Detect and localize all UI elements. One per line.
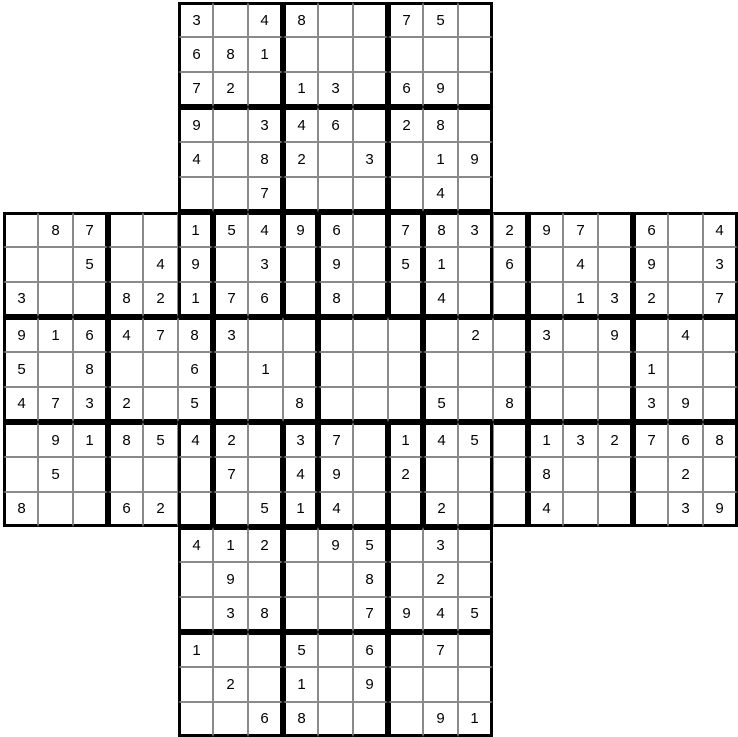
sudoku-cell[interactable]: 1 bbox=[283, 72, 318, 107]
sudoku-cell[interactable]: 4 bbox=[248, 2, 283, 37]
sudoku-cell[interactable]: 1 bbox=[563, 282, 598, 317]
sudoku-cell[interactable] bbox=[108, 352, 143, 387]
sudoku-cell[interactable]: 8 bbox=[283, 702, 318, 737]
sudoku-cell[interactable]: 9 bbox=[703, 492, 738, 527]
sudoku-cell[interactable]: 9 bbox=[388, 597, 423, 632]
sudoku-cell[interactable]: 3 bbox=[73, 387, 108, 422]
sudoku-cell[interactable] bbox=[283, 317, 318, 352]
sudoku-cell[interactable] bbox=[283, 597, 318, 632]
sudoku-cell[interactable]: 5 bbox=[423, 2, 458, 37]
sudoku-cell[interactable] bbox=[353, 282, 388, 317]
sudoku-cell[interactable] bbox=[598, 457, 633, 492]
sudoku-cell[interactable] bbox=[703, 457, 738, 492]
sudoku-cell[interactable]: 8 bbox=[248, 597, 283, 632]
sudoku-cell[interactable] bbox=[143, 352, 178, 387]
sudoku-cell[interactable]: 2 bbox=[493, 212, 528, 247]
sudoku-cell[interactable]: 2 bbox=[423, 562, 458, 597]
sudoku-cell[interactable] bbox=[353, 352, 388, 387]
sudoku-cell[interactable]: 7 bbox=[388, 2, 423, 37]
sudoku-cell[interactable]: 2 bbox=[143, 282, 178, 317]
sudoku-cell[interactable] bbox=[423, 457, 458, 492]
sudoku-cell[interactable] bbox=[458, 107, 493, 142]
sudoku-cell[interactable] bbox=[248, 422, 283, 457]
sudoku-cell[interactable]: 9 bbox=[528, 212, 563, 247]
sudoku-cell[interactable] bbox=[213, 247, 248, 282]
sudoku-cell[interactable]: 2 bbox=[388, 107, 423, 142]
sudoku-cell[interactable] bbox=[213, 352, 248, 387]
sudoku-cell[interactable] bbox=[318, 317, 353, 352]
sudoku-cell[interactable]: 8 bbox=[3, 492, 38, 527]
sudoku-cell[interactable]: 4 bbox=[248, 212, 283, 247]
sudoku-cell[interactable] bbox=[38, 492, 73, 527]
sudoku-cell[interactable]: 5 bbox=[143, 422, 178, 457]
sudoku-cell[interactable] bbox=[388, 527, 423, 562]
sudoku-cell[interactable]: 4 bbox=[108, 317, 143, 352]
sudoku-cell[interactable]: 2 bbox=[248, 527, 283, 562]
sudoku-cell[interactable]: 8 bbox=[423, 107, 458, 142]
sudoku-cell[interactable] bbox=[283, 562, 318, 597]
sudoku-cell[interactable]: 1 bbox=[458, 702, 493, 737]
sudoku-cell[interactable] bbox=[248, 457, 283, 492]
sudoku-cell[interactable] bbox=[353, 702, 388, 737]
sudoku-cell[interactable]: 3 bbox=[178, 2, 213, 37]
sudoku-cell[interactable]: 4 bbox=[178, 142, 213, 177]
sudoku-cell[interactable] bbox=[318, 562, 353, 597]
sudoku-cell[interactable]: 6 bbox=[493, 247, 528, 282]
sudoku-cell[interactable] bbox=[178, 702, 213, 737]
sudoku-cell[interactable] bbox=[213, 387, 248, 422]
sudoku-cell[interactable] bbox=[598, 492, 633, 527]
sudoku-cell[interactable]: 1 bbox=[178, 632, 213, 667]
sudoku-cell[interactable]: 9 bbox=[213, 562, 248, 597]
sudoku-cell[interactable] bbox=[458, 492, 493, 527]
sudoku-cell[interactable] bbox=[493, 352, 528, 387]
sudoku-cell[interactable] bbox=[73, 457, 108, 492]
sudoku-cell[interactable]: 2 bbox=[143, 492, 178, 527]
sudoku-cell[interactable]: 1 bbox=[248, 37, 283, 72]
sudoku-cell[interactable]: 2 bbox=[388, 457, 423, 492]
sudoku-cell[interactable] bbox=[353, 247, 388, 282]
sudoku-cell[interactable]: 8 bbox=[283, 387, 318, 422]
sudoku-cell[interactable]: 6 bbox=[248, 282, 283, 317]
sudoku-cell[interactable]: 6 bbox=[318, 107, 353, 142]
sudoku-cell[interactable]: 8 bbox=[178, 317, 213, 352]
sudoku-cell[interactable]: 5 bbox=[458, 422, 493, 457]
sudoku-cell[interactable]: 5 bbox=[73, 247, 108, 282]
sudoku-cell[interactable]: 3 bbox=[213, 597, 248, 632]
sudoku-cell[interactable] bbox=[353, 212, 388, 247]
sudoku-cell[interactable] bbox=[353, 317, 388, 352]
sudoku-cell[interactable] bbox=[563, 387, 598, 422]
sudoku-cell[interactable]: 6 bbox=[178, 352, 213, 387]
sudoku-cell[interactable] bbox=[528, 387, 563, 422]
sudoku-cell[interactable] bbox=[388, 317, 423, 352]
sudoku-cell[interactable]: 4 bbox=[703, 212, 738, 247]
sudoku-cell[interactable]: 3 bbox=[703, 247, 738, 282]
sudoku-cell[interactable]: 4 bbox=[318, 492, 353, 527]
sudoku-cell[interactable]: 9 bbox=[178, 107, 213, 142]
sudoku-cell[interactable] bbox=[283, 177, 318, 212]
sudoku-cell[interactable]: 3 bbox=[248, 247, 283, 282]
sudoku-cell[interactable] bbox=[213, 142, 248, 177]
sudoku-cell[interactable] bbox=[353, 177, 388, 212]
sudoku-cell[interactable]: 1 bbox=[633, 352, 668, 387]
sudoku-cell[interactable] bbox=[248, 387, 283, 422]
sudoku-cell[interactable]: 1 bbox=[178, 282, 213, 317]
sudoku-cell[interactable] bbox=[598, 212, 633, 247]
sudoku-cell[interactable]: 2 bbox=[633, 282, 668, 317]
sudoku-cell[interactable] bbox=[38, 282, 73, 317]
sudoku-cell[interactable] bbox=[528, 352, 563, 387]
sudoku-cell[interactable]: 1 bbox=[73, 422, 108, 457]
sudoku-cell[interactable]: 9 bbox=[318, 527, 353, 562]
sudoku-cell[interactable] bbox=[388, 282, 423, 317]
sudoku-cell[interactable]: 6 bbox=[73, 317, 108, 352]
sudoku-cell[interactable] bbox=[493, 317, 528, 352]
sudoku-cell[interactable] bbox=[563, 352, 598, 387]
sudoku-cell[interactable] bbox=[3, 457, 38, 492]
sudoku-cell[interactable] bbox=[388, 142, 423, 177]
sudoku-cell[interactable]: 8 bbox=[73, 352, 108, 387]
sudoku-cell[interactable]: 7 bbox=[248, 177, 283, 212]
sudoku-cell[interactable] bbox=[178, 597, 213, 632]
sudoku-cell[interactable]: 7 bbox=[423, 632, 458, 667]
sudoku-cell[interactable] bbox=[493, 457, 528, 492]
sudoku-cell[interactable]: 8 bbox=[38, 212, 73, 247]
sudoku-cell[interactable]: 4 bbox=[423, 282, 458, 317]
sudoku-cell[interactable]: 2 bbox=[213, 72, 248, 107]
sudoku-cell[interactable]: 7 bbox=[38, 387, 73, 422]
sudoku-cell[interactable] bbox=[108, 247, 143, 282]
sudoku-cell[interactable]: 1 bbox=[213, 527, 248, 562]
sudoku-cell[interactable] bbox=[248, 667, 283, 702]
sudoku-cell[interactable]: 7 bbox=[213, 457, 248, 492]
sudoku-cell[interactable] bbox=[178, 667, 213, 702]
sudoku-cell[interactable]: 3 bbox=[423, 527, 458, 562]
sudoku-cell[interactable]: 2 bbox=[458, 317, 493, 352]
sudoku-cell[interactable]: 1 bbox=[528, 422, 563, 457]
sudoku-cell[interactable]: 5 bbox=[283, 632, 318, 667]
sudoku-cell[interactable] bbox=[388, 177, 423, 212]
sudoku-cell[interactable] bbox=[318, 37, 353, 72]
sudoku-cell[interactable] bbox=[283, 282, 318, 317]
sudoku-cell[interactable]: 7 bbox=[703, 282, 738, 317]
sudoku-cell[interactable]: 9 bbox=[3, 317, 38, 352]
sudoku-cell[interactable]: 3 bbox=[598, 282, 633, 317]
sudoku-cell[interactable]: 4 bbox=[423, 422, 458, 457]
sudoku-cell[interactable]: 5 bbox=[388, 247, 423, 282]
sudoku-cell[interactable]: 5 bbox=[248, 492, 283, 527]
sudoku-cell[interactable] bbox=[423, 317, 458, 352]
sudoku-cell[interactable] bbox=[38, 247, 73, 282]
sudoku-cell[interactable] bbox=[458, 247, 493, 282]
sudoku-cell[interactable] bbox=[318, 632, 353, 667]
sudoku-cell[interactable]: 6 bbox=[318, 212, 353, 247]
sudoku-cell[interactable] bbox=[353, 492, 388, 527]
sudoku-cell[interactable] bbox=[283, 247, 318, 282]
sudoku-cell[interactable] bbox=[3, 247, 38, 282]
sudoku-cell[interactable] bbox=[388, 492, 423, 527]
sudoku-cell[interactable]: 1 bbox=[283, 667, 318, 702]
sudoku-cell[interactable] bbox=[213, 177, 248, 212]
sudoku-cell[interactable] bbox=[353, 387, 388, 422]
sudoku-cell[interactable] bbox=[633, 457, 668, 492]
sudoku-cell[interactable] bbox=[318, 142, 353, 177]
sudoku-cell[interactable] bbox=[248, 562, 283, 597]
sudoku-cell[interactable] bbox=[248, 317, 283, 352]
sudoku-cell[interactable] bbox=[213, 107, 248, 142]
sudoku-cell[interactable]: 9 bbox=[38, 422, 73, 457]
sudoku-cell[interactable] bbox=[178, 457, 213, 492]
sudoku-cell[interactable] bbox=[493, 422, 528, 457]
sudoku-cell[interactable] bbox=[598, 247, 633, 282]
sudoku-cell[interactable]: 3 bbox=[213, 317, 248, 352]
sudoku-cell[interactable]: 6 bbox=[668, 422, 703, 457]
sudoku-cell[interactable] bbox=[633, 492, 668, 527]
sudoku-cell[interactable] bbox=[213, 2, 248, 37]
sudoku-cell[interactable]: 8 bbox=[213, 37, 248, 72]
sudoku-cell[interactable] bbox=[3, 422, 38, 457]
sudoku-cell[interactable]: 5 bbox=[178, 387, 213, 422]
sudoku-cell[interactable]: 2 bbox=[213, 667, 248, 702]
sudoku-cell[interactable]: 9 bbox=[178, 247, 213, 282]
sudoku-cell[interactable] bbox=[423, 667, 458, 702]
sudoku-cell[interactable] bbox=[353, 37, 388, 72]
sudoku-cell[interactable]: 2 bbox=[423, 492, 458, 527]
sudoku-cell[interactable] bbox=[423, 352, 458, 387]
sudoku-cell[interactable]: 6 bbox=[178, 37, 213, 72]
sudoku-cell[interactable]: 3 bbox=[528, 317, 563, 352]
sudoku-cell[interactable]: 6 bbox=[108, 492, 143, 527]
sudoku-cell[interactable]: 4 bbox=[283, 457, 318, 492]
sudoku-cell[interactable]: 6 bbox=[353, 632, 388, 667]
sudoku-cell[interactable] bbox=[318, 352, 353, 387]
sudoku-cell[interactable] bbox=[318, 667, 353, 702]
sudoku-cell[interactable] bbox=[703, 352, 738, 387]
sudoku-cell[interactable]: 4 bbox=[178, 422, 213, 457]
sudoku-cell[interactable] bbox=[3, 212, 38, 247]
sudoku-cell[interactable] bbox=[458, 667, 493, 702]
sudoku-cell[interactable]: 8 bbox=[108, 282, 143, 317]
sudoku-cell[interactable] bbox=[633, 317, 668, 352]
sudoku-cell[interactable] bbox=[458, 72, 493, 107]
sudoku-cell[interactable]: 4 bbox=[3, 387, 38, 422]
sudoku-cell[interactable]: 5 bbox=[423, 387, 458, 422]
sudoku-cell[interactable]: 7 bbox=[633, 422, 668, 457]
sudoku-cell[interactable] bbox=[668, 352, 703, 387]
sudoku-cell[interactable]: 4 bbox=[178, 527, 213, 562]
sudoku-cell[interactable]: 8 bbox=[318, 282, 353, 317]
sudoku-cell[interactable]: 4 bbox=[668, 317, 703, 352]
sudoku-cell[interactable]: 2 bbox=[598, 422, 633, 457]
sudoku-cell[interactable]: 8 bbox=[108, 422, 143, 457]
sudoku-cell[interactable] bbox=[353, 2, 388, 37]
sudoku-cell[interactable]: 8 bbox=[423, 212, 458, 247]
sudoku-cell[interactable]: 4 bbox=[563, 247, 598, 282]
sudoku-cell[interactable]: 8 bbox=[248, 142, 283, 177]
sudoku-cell[interactable]: 7 bbox=[353, 597, 388, 632]
sudoku-cell[interactable]: 2 bbox=[213, 422, 248, 457]
sudoku-cell[interactable]: 7 bbox=[563, 212, 598, 247]
sudoku-cell[interactable] bbox=[143, 387, 178, 422]
sudoku-cell[interactable] bbox=[388, 667, 423, 702]
sudoku-cell[interactable] bbox=[388, 387, 423, 422]
sudoku-cell[interactable] bbox=[458, 387, 493, 422]
sudoku-cell[interactable]: 9 bbox=[423, 72, 458, 107]
sudoku-cell[interactable] bbox=[493, 282, 528, 317]
sudoku-cell[interactable] bbox=[563, 317, 598, 352]
sudoku-cell[interactable]: 7 bbox=[388, 212, 423, 247]
sudoku-cell[interactable]: 3 bbox=[248, 107, 283, 142]
sudoku-cell[interactable] bbox=[703, 387, 738, 422]
sudoku-cell[interactable] bbox=[528, 247, 563, 282]
sudoku-cell[interactable]: 1 bbox=[388, 422, 423, 457]
sudoku-cell[interactable]: 3 bbox=[633, 387, 668, 422]
sudoku-cell[interactable]: 9 bbox=[318, 247, 353, 282]
sudoku-cell[interactable]: 8 bbox=[493, 387, 528, 422]
sudoku-cell[interactable] bbox=[458, 282, 493, 317]
sudoku-cell[interactable] bbox=[598, 352, 633, 387]
sudoku-cell[interactable] bbox=[248, 632, 283, 667]
sudoku-cell[interactable] bbox=[178, 492, 213, 527]
sudoku-cell[interactable]: 7 bbox=[318, 422, 353, 457]
sudoku-cell[interactable]: 9 bbox=[353, 667, 388, 702]
sudoku-cell[interactable] bbox=[458, 177, 493, 212]
sudoku-cell[interactable]: 3 bbox=[353, 142, 388, 177]
sudoku-cell[interactable] bbox=[458, 457, 493, 492]
sudoku-cell[interactable] bbox=[143, 212, 178, 247]
sudoku-cell[interactable] bbox=[318, 2, 353, 37]
sudoku-cell[interactable] bbox=[108, 457, 143, 492]
sudoku-cell[interactable] bbox=[528, 282, 563, 317]
sudoku-cell[interactable] bbox=[563, 492, 598, 527]
sudoku-cell[interactable]: 5 bbox=[213, 212, 248, 247]
sudoku-cell[interactable] bbox=[458, 632, 493, 667]
sudoku-cell[interactable]: 7 bbox=[73, 212, 108, 247]
sudoku-cell[interactable] bbox=[668, 247, 703, 282]
sudoku-cell[interactable]: 4 bbox=[423, 597, 458, 632]
sudoku-cell[interactable]: 6 bbox=[248, 702, 283, 737]
sudoku-cell[interactable]: 5 bbox=[458, 597, 493, 632]
sudoku-cell[interactable] bbox=[318, 177, 353, 212]
sudoku-cell[interactable]: 3 bbox=[3, 282, 38, 317]
sudoku-cell[interactable]: 5 bbox=[353, 527, 388, 562]
sudoku-cell[interactable]: 7 bbox=[143, 317, 178, 352]
sudoku-cell[interactable] bbox=[458, 37, 493, 72]
sudoku-cell[interactable] bbox=[108, 212, 143, 247]
sudoku-cell[interactable]: 8 bbox=[283, 2, 318, 37]
sudoku-cell[interactable]: 2 bbox=[108, 387, 143, 422]
sudoku-cell[interactable]: 4 bbox=[143, 247, 178, 282]
sudoku-cell[interactable]: 2 bbox=[283, 142, 318, 177]
sudoku-cell[interactable]: 4 bbox=[528, 492, 563, 527]
sudoku-cell[interactable] bbox=[458, 2, 493, 37]
sudoku-cell[interactable] bbox=[283, 352, 318, 387]
sudoku-cell[interactable] bbox=[423, 37, 458, 72]
sudoku-cell[interactable]: 9 bbox=[633, 247, 668, 282]
sudoku-cell[interactable] bbox=[598, 387, 633, 422]
sudoku-cell[interactable]: 6 bbox=[388, 72, 423, 107]
sudoku-cell[interactable] bbox=[353, 72, 388, 107]
sudoku-cell[interactable]: 1 bbox=[423, 247, 458, 282]
sudoku-cell[interactable]: 1 bbox=[178, 212, 213, 247]
sudoku-cell[interactable]: 7 bbox=[178, 72, 213, 107]
sudoku-cell[interactable]: 1 bbox=[283, 492, 318, 527]
sudoku-cell[interactable] bbox=[143, 457, 178, 492]
sudoku-cell[interactable]: 9 bbox=[668, 387, 703, 422]
sudoku-cell[interactable]: 7 bbox=[213, 282, 248, 317]
sudoku-cell[interactable] bbox=[458, 352, 493, 387]
sudoku-cell[interactable] bbox=[388, 37, 423, 72]
sudoku-cell[interactable] bbox=[73, 492, 108, 527]
sudoku-cell[interactable] bbox=[388, 702, 423, 737]
sudoku-cell[interactable]: 8 bbox=[703, 422, 738, 457]
sudoku-cell[interactable] bbox=[353, 107, 388, 142]
sudoku-cell[interactable]: 9 bbox=[283, 212, 318, 247]
sudoku-cell[interactable]: 4 bbox=[283, 107, 318, 142]
sudoku-cell[interactable]: 9 bbox=[318, 457, 353, 492]
sudoku-cell[interactable] bbox=[703, 317, 738, 352]
sudoku-cell[interactable] bbox=[318, 597, 353, 632]
sudoku-cell[interactable] bbox=[668, 212, 703, 247]
sudoku-cell[interactable]: 3 bbox=[563, 422, 598, 457]
sudoku-cell[interactable] bbox=[563, 457, 598, 492]
sudoku-cell[interactable] bbox=[213, 632, 248, 667]
sudoku-cell[interactable]: 3 bbox=[668, 492, 703, 527]
sudoku-cell[interactable] bbox=[248, 72, 283, 107]
sudoku-cell[interactable] bbox=[388, 352, 423, 387]
sudoku-cell[interactable] bbox=[388, 562, 423, 597]
sudoku-cell[interactable] bbox=[73, 282, 108, 317]
sudoku-cell[interactable]: 8 bbox=[353, 562, 388, 597]
sudoku-cell[interactable] bbox=[283, 527, 318, 562]
sudoku-cell[interactable] bbox=[213, 702, 248, 737]
sudoku-cell[interactable] bbox=[318, 387, 353, 422]
sudoku-cell[interactable] bbox=[178, 562, 213, 597]
sudoku-cell[interactable]: 3 bbox=[458, 212, 493, 247]
sudoku-cell[interactable] bbox=[458, 527, 493, 562]
sudoku-cell[interactable]: 2 bbox=[668, 457, 703, 492]
sudoku-cell[interactable]: 4 bbox=[423, 177, 458, 212]
sudoku-cell[interactable]: 5 bbox=[38, 457, 73, 492]
sudoku-cell[interactable] bbox=[388, 632, 423, 667]
sudoku-cell[interactable] bbox=[318, 702, 353, 737]
sudoku-cell[interactable] bbox=[38, 352, 73, 387]
sudoku-cell[interactable]: 9 bbox=[598, 317, 633, 352]
sudoku-cell[interactable]: 9 bbox=[423, 702, 458, 737]
sudoku-cell[interactable] bbox=[668, 282, 703, 317]
sudoku-cell[interactable] bbox=[178, 177, 213, 212]
sudoku-cell[interactable]: 9 bbox=[458, 142, 493, 177]
sudoku-cell[interactable] bbox=[353, 457, 388, 492]
sudoku-cell[interactable] bbox=[283, 37, 318, 72]
sudoku-cell[interactable]: 1 bbox=[423, 142, 458, 177]
sudoku-cell[interactable]: 1 bbox=[248, 352, 283, 387]
sudoku-cell[interactable]: 8 bbox=[528, 457, 563, 492]
sudoku-cell[interactable] bbox=[353, 422, 388, 457]
sudoku-cell[interactable] bbox=[493, 492, 528, 527]
sudoku-cell[interactable] bbox=[213, 492, 248, 527]
sudoku-cell[interactable]: 1 bbox=[38, 317, 73, 352]
sudoku-cell[interactable] bbox=[458, 562, 493, 597]
sudoku-cell[interactable]: 3 bbox=[283, 422, 318, 457]
sudoku-cell[interactable]: 3 bbox=[318, 72, 353, 107]
sudoku-cell[interactable]: 5 bbox=[3, 352, 38, 387]
sudoku-cell[interactable]: 6 bbox=[633, 212, 668, 247]
